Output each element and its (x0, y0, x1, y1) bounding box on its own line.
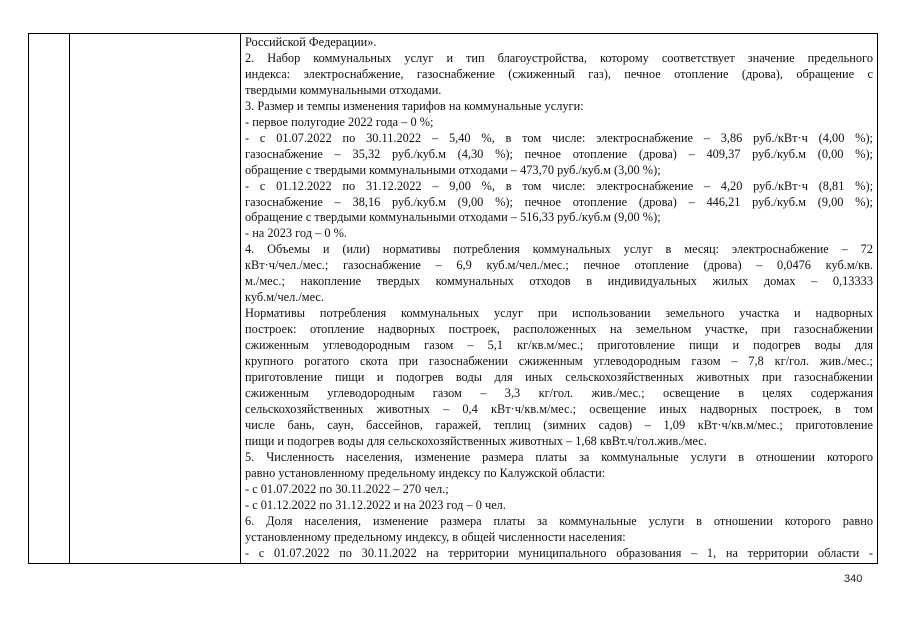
page-number: 340 (844, 573, 863, 585)
text-line: - с 01.07.2022 по 30.11.2022 на территории муниципального образования – 1, на территории области - (245, 545, 873, 560)
text-line: сжиженным углеводородным газом – 5,1 кг/кв.м/мес.; приготовление пищи и подогрев воды для (245, 338, 873, 353)
text-line: м./мес.; накопление твердых коммунальных отходов в индивидуальных жилых домах – 0,13333 (245, 274, 873, 289)
text-line: - с 01.07.2022 по 30.11.2022 – 5,40 %, в том числе: электроснабжение – 3,86 руб./кВт·ч (4,00 %); (245, 130, 873, 145)
text-line: - с 01.07.2022 по 30.11.2022 – 270 чел.; (245, 481, 449, 496)
table-column-divider-1 (69, 34, 70, 563)
text-line: Нормативы потребления коммунальных услуг при использовании земельного участка и надворных (245, 306, 873, 321)
text-line: сельскохозяйственных животных – 0,4 кВт·ч/кв.м/мес.; освещение иных надворных построек, в том (245, 401, 873, 416)
text-line: газоснабжение – 38,16 руб./куб.м (9,00 %); печное отопление (дрова) – 446,21 руб./куб.м (9,00 %); (245, 194, 873, 209)
text-line: твердыми коммунальными отходами. (245, 82, 442, 97)
text-line: обращение с твердыми коммунальными отходами – 473,70 руб./куб.м (3,00 %); (245, 162, 661, 177)
text-line: 4. Объемы и (или) нормативы потребления коммунальных услуг в месяц: электроснабжение – 72 (245, 242, 873, 257)
text-line: приготовление пищи и подогрев воды для иных сельскохозяйственных животных при газоснабжении (245, 370, 873, 385)
text-line: Российской Федерации». (245, 35, 377, 49)
text-line: газоснабжение – 35,32 руб./куб.м (4,30 %); печное отопление (дрова) – 409,37 руб./куб.м (0,00 %); (245, 146, 873, 161)
text-line: крупного рогатого скота при газоснабжении сжиженным углеводородным газом – 7,8 кг/гол. жив./мес.; (245, 354, 873, 369)
text-line: - на 2023 год – 0 %. (245, 226, 347, 241)
text-line: пищи и подогрев воды для сельскохозяйственных животных – 1,68 квВт.ч/гол.жив./мес. (245, 433, 707, 448)
text-line: 5. Численность населения, изменение размера платы за коммунальные услуги в отношении которого (245, 449, 873, 464)
document-table (28, 33, 878, 564)
text-line: обращение с твердыми коммунальными отходами – 516,33 руб./куб.м (9,00 %); (245, 210, 661, 225)
text-line: 3. Размер и темпы изменения тарифов на коммунальные услуги: (245, 98, 584, 113)
text-line: - с 01.12.2022 по 31.12.2022 и на 2023 год – 0 чел. (245, 497, 506, 512)
text-line: 2. Набор коммунальных услуг и тип благоустройства, которому соответствует значение предельного (245, 50, 873, 65)
text-line: - первое полугодие 2022 года – 0 %; (245, 114, 434, 129)
text-line: кВт·ч/чел./мес.; газоснабжение – 6,9 куб.м/чел./мес.; печное отопление (дрова) – 0,0476 куб.м/кв. (245, 258, 873, 273)
text-line: - с 01.12.2022 по 31.12.2022 – 9,00 %, в том числе: электроснабжение – 4,20 руб./кВт·ч (8,81 %); (245, 178, 873, 193)
text-line: числе бань, саун, бассейнов, гаражей, теплиц (зимних садов) – 1,09 кВт·ч/кв.м/мес.; приготовление (245, 417, 873, 432)
text-line: куб.м/чел./мес. (245, 290, 324, 305)
text-line: индекса: электроснабжение, газоснабжение (сжиженный газ), печное отопление (дрова), обращение с (245, 66, 873, 81)
table-text-cell (245, 35, 873, 563)
text-line: установленному предельному индексу, в общей численности населения: (245, 529, 626, 544)
text-line: равно установленному предельному индексу по Калужской области: (245, 465, 606, 480)
text-line: 6. Доля населения, изменение размера платы за коммунальные услуги в отношении которого равно (245, 513, 873, 528)
text-line: сжиженным углеводородным газом – 3,3 кг/гол. жив./мес.; освещение в целях содержания (245, 385, 873, 400)
table-column-divider-2 (240, 34, 241, 563)
text-line: построек: отопление надворных построек, расположенных на земельном участке, при газоснабжении (245, 322, 873, 337)
